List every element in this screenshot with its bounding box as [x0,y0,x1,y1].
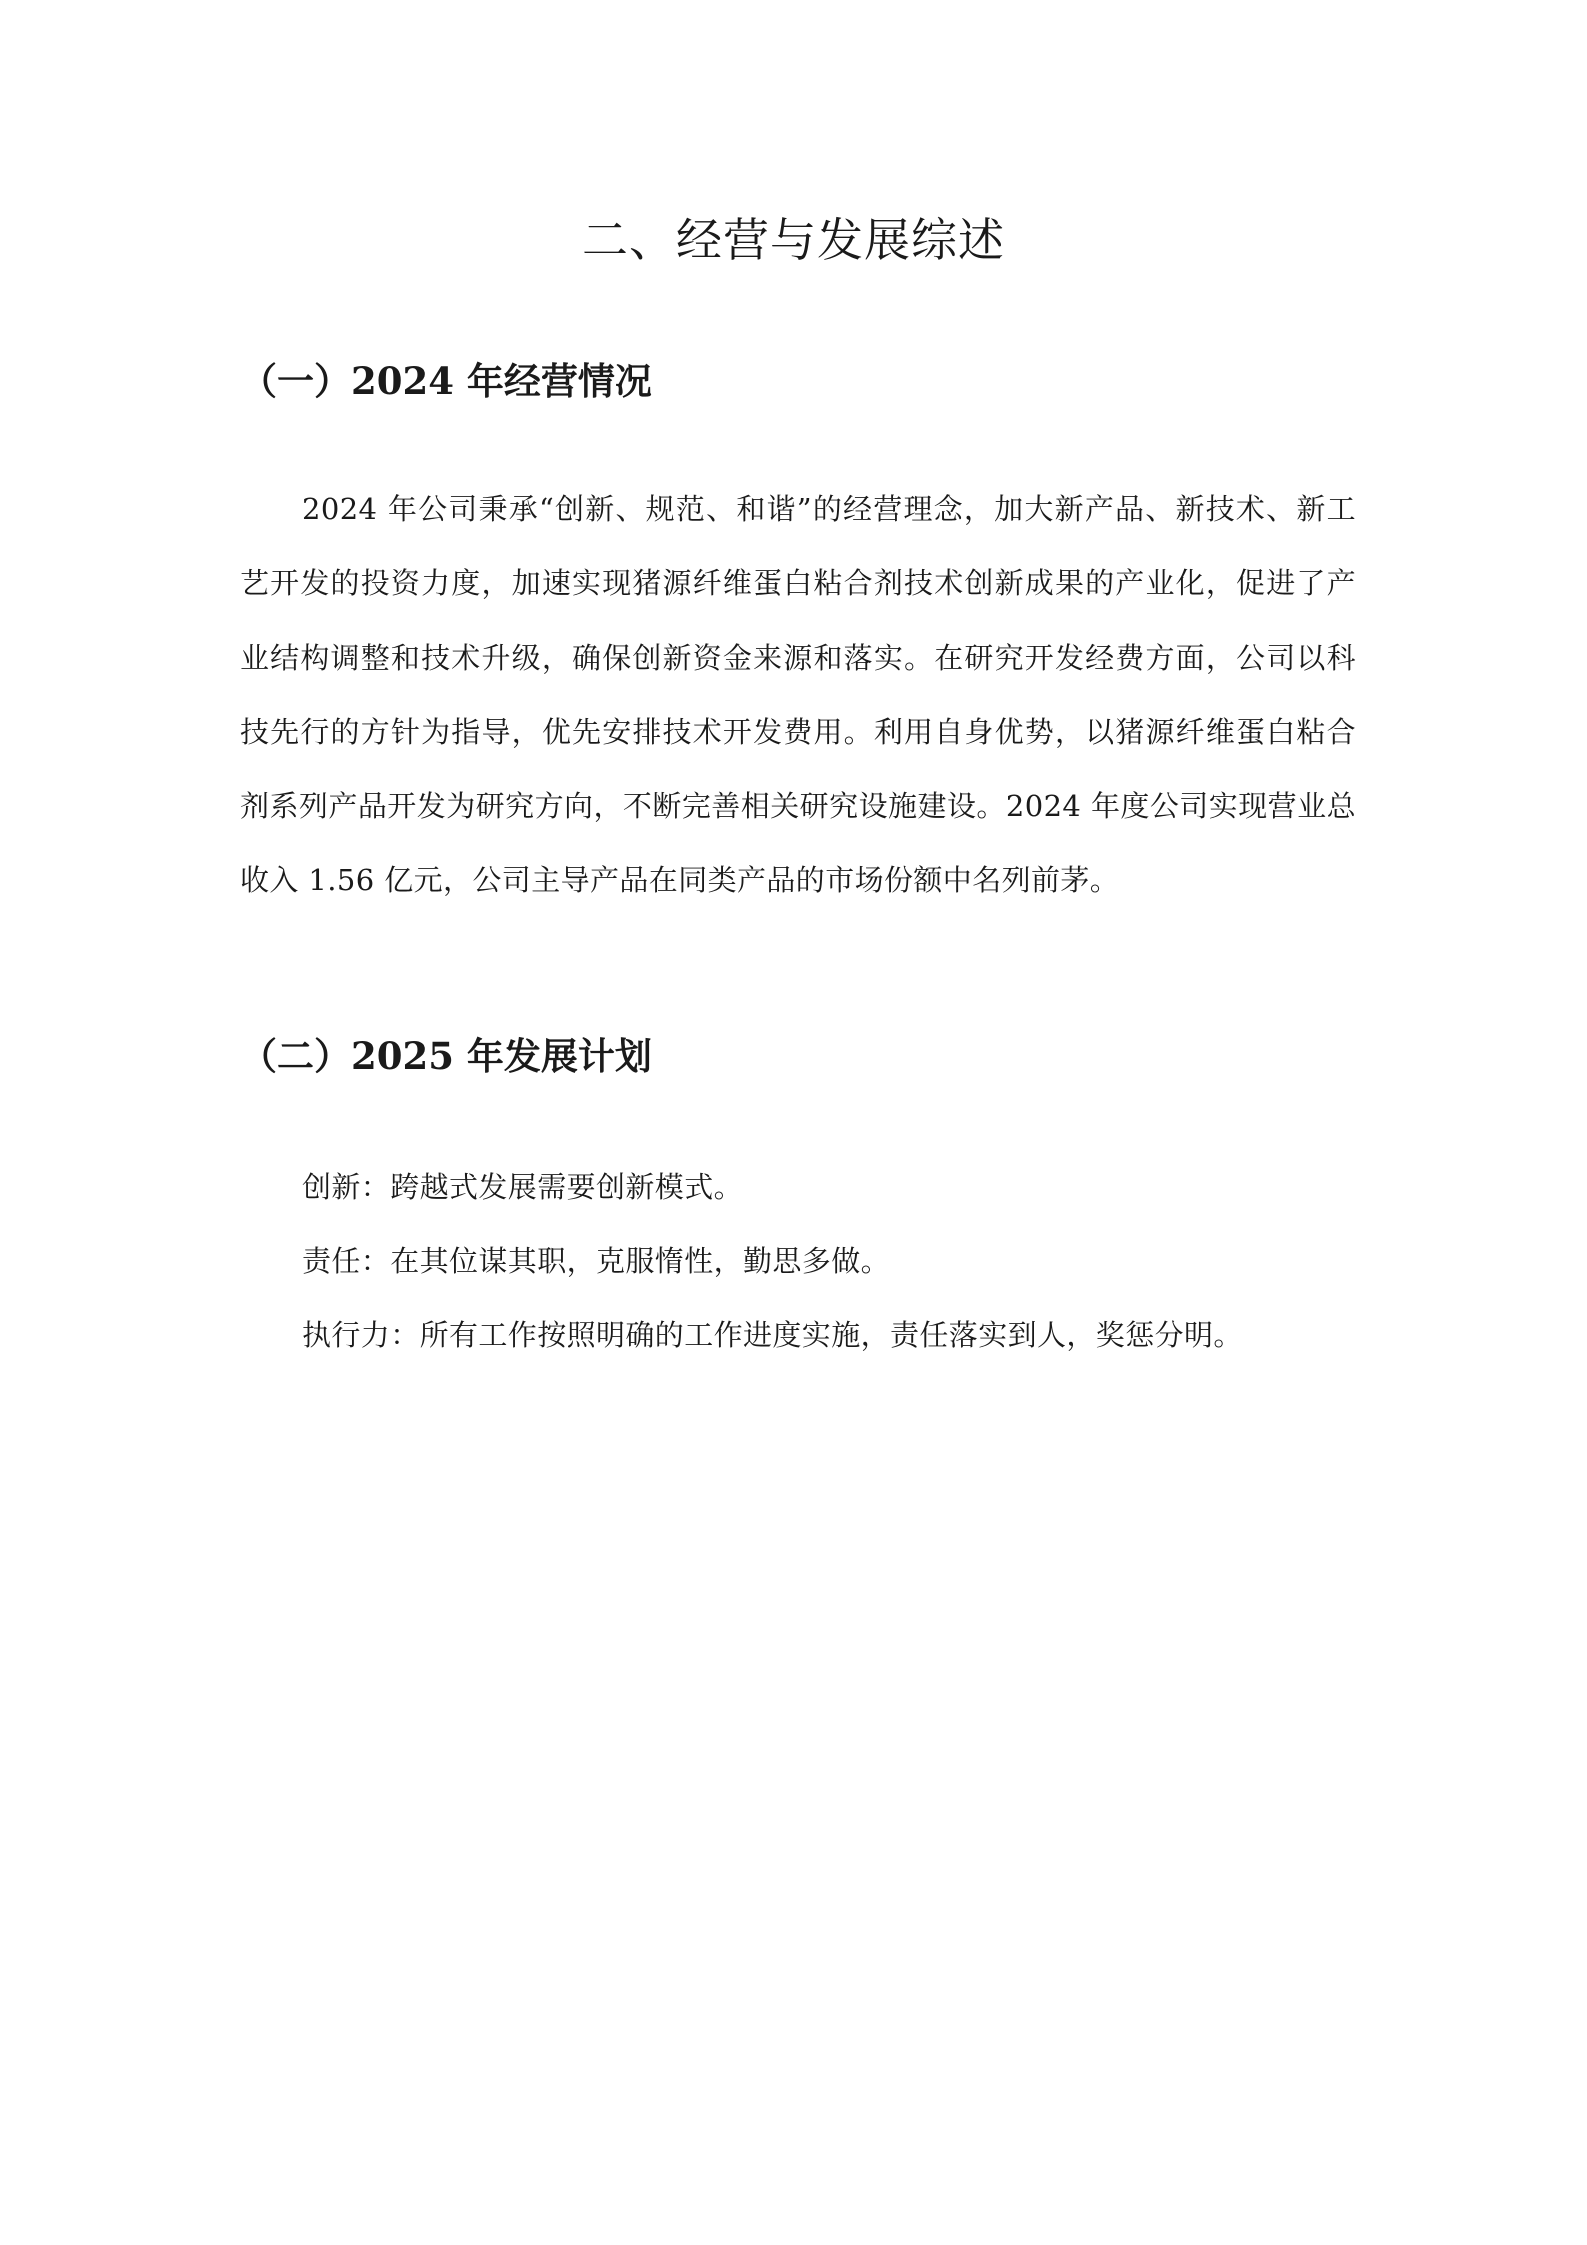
plan-item-innovation: 创新：跨越式发展需要创新模式。 [302,1170,744,1204]
plan-list [240,1150,1356,1372]
section-heading-2024-operations: （一）2024 年经营情况 [240,359,652,403]
section-heading-2025-plan: （二）2025 年发展计划 [240,1034,652,1078]
page-title: 二、经营与发展综述 [582,213,1005,267]
plan-item-execution: 执行力：所有工作按照明确的工作进度实施，责任落实到人，奖惩分明。 [302,1318,1243,1352]
operations-paragraph: 2024 年公司秉承“创新、规范、和谐”的经营理念，加大新产品、新技术、新工艺开发的投资力度，加速实现猪源纤维蛋白粘合剂技术创新成果的产业化，促进了产业结构调整和技术升级，确保创新资金来源和落实。在研究开发经费方面，公司以科技先行的方针为指导，优先安排技术开发费用。利用自身优势，以猪源纤维蛋白粘合剂系列产品开发为研究方向，不断完善相关研究设施建设。2024 年度公司实现营业总收入 1.56 亿元，公司主导产品在同类产品的市场份额中名列前茅。 [240,492,1356,898]
plan-item-responsibility: 责任：在其位谋其职，克服惰性，勤思多做。 [302,1244,891,1278]
